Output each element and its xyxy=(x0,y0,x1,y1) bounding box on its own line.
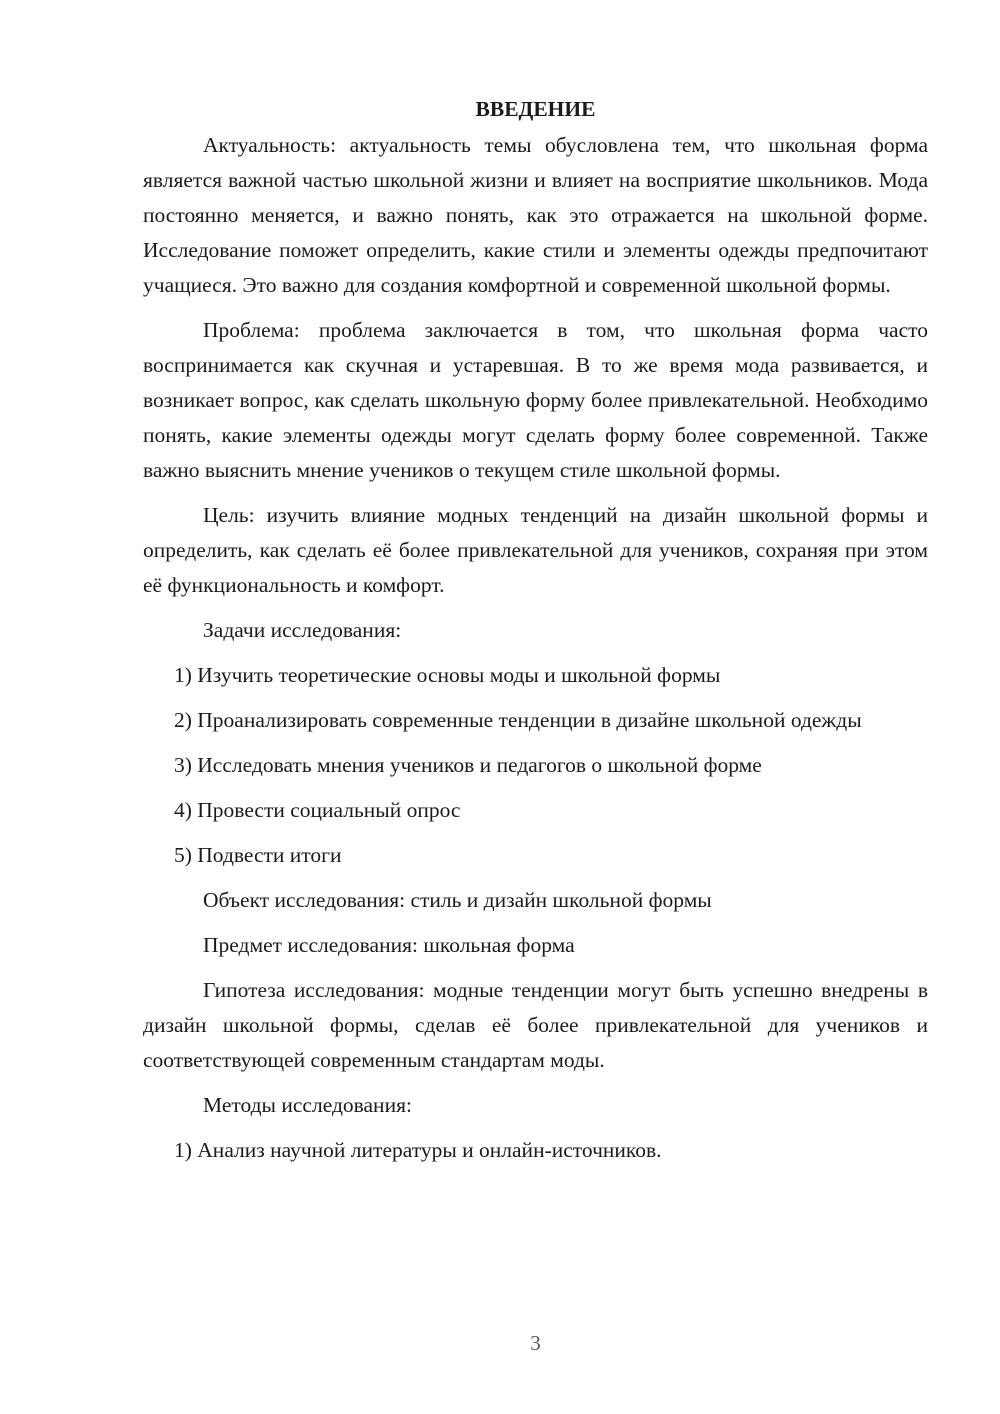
tasks-heading: Задачи исследования: xyxy=(203,618,402,642)
subject-line: Предмет исследования: школьная форма xyxy=(203,933,575,957)
page-number: 3 xyxy=(530,1331,541,1355)
task-item: 5) Подвести итоги xyxy=(174,843,342,867)
document-page xyxy=(143,92,928,1178)
section-title: ВВЕДЕНИЕ xyxy=(475,97,596,121)
methods-heading: Методы исследования: xyxy=(203,1093,412,1117)
task-item: 2) Проанализировать современные тенденции в дизайне школьной одежды xyxy=(174,708,862,732)
task-item: 3) Исследовать мнения учеников и педагогов о школьной форме xyxy=(174,753,762,777)
task-item: 1) Изучить теоретические основы моды и школьной формы xyxy=(174,663,721,687)
task-item: 4) Провести социальный опрос xyxy=(174,798,461,822)
goal-paragraph: Цель: изучить влияние модных тенденций на дизайн школьной формы и определить, как сделать её более привлекательной для учеников, сохраняя при этом её функциональность и комфорт. xyxy=(143,503,928,597)
object-line: Объект исследования: стиль и дизайн школьной формы xyxy=(203,888,712,912)
relevance-paragraph: Актуальность: актуальность темы обусловлена тем, что школьная форма является важной частью школьной жизни и влияет на восприятие школьников. Мода постоянно меняется, и важно понять, как это отражается на школьной форме. Исследование поможет определить, какие стили и элементы одежды предпочитают учащиеся. Это важно для создания комфортной и современной школьной формы. xyxy=(143,133,928,297)
method-item: 1) Анализ научной литературы и онлайн-источников. xyxy=(174,1138,662,1162)
problem-paragraph: Проблема: проблема заключается в том, что школьная форма часто воспринимается как скучная и устаревшая. В то же время мода развивается, и возникает вопрос, как сделать школьную форму более привлекательной. Необходимо понять, какие элементы одежды могут сделать форму более современной. Также важно выяснить мнение учеников о текущем стиле школьной формы. xyxy=(143,318,928,482)
hypothesis-paragraph: Гипотеза исследования: модные тенденции могут быть успешно внедрены в дизайн школьной формы, сделав её более привлекательной для учеников и соответствующей современным стандартам моды. xyxy=(143,978,928,1072)
